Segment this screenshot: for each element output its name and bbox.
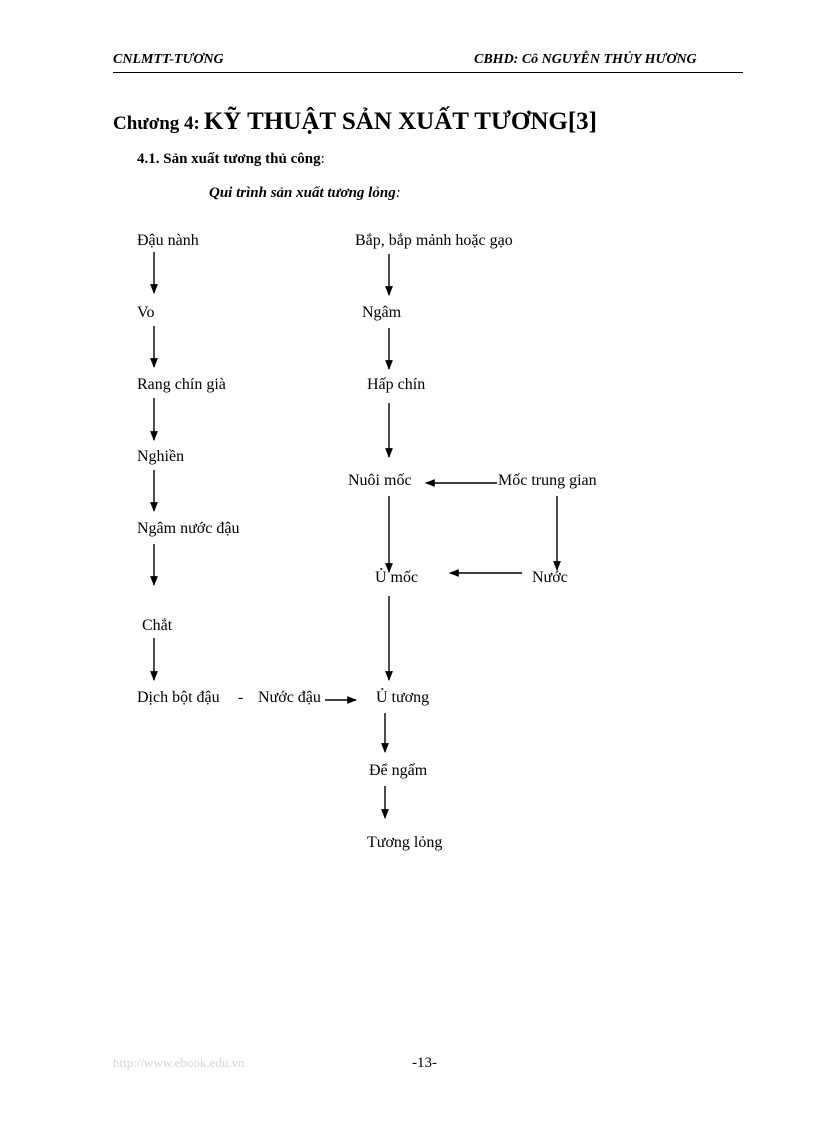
node-u-moc: Ủ mốc bbox=[375, 569, 419, 586]
page-number: -13- bbox=[412, 1055, 437, 1071]
node-nuoi-moc: Nuôi mốc bbox=[348, 472, 412, 489]
header-left: CNLMTT-TƯƠNG bbox=[113, 52, 224, 67]
footer-watermark: http://www.ebook.edu.vn bbox=[113, 1055, 245, 1070]
process-subheading-colon: : bbox=[395, 185, 401, 201]
node-output-separator: - bbox=[238, 689, 244, 706]
chapter-prefix: Chương 4: bbox=[113, 113, 200, 134]
node-vo: Vo bbox=[137, 304, 155, 321]
node-u-tuong: Ủ tương bbox=[376, 689, 430, 706]
section-heading-colon: : bbox=[320, 151, 325, 167]
chapter-title: KỸ THUẬT SẢN XUẤT TƯƠNG[3] bbox=[203, 108, 597, 135]
node-dau-nanh: Đậu nành bbox=[137, 232, 199, 249]
node-de-ngam: Để ngấm bbox=[369, 762, 428, 779]
header-right: CBHD: Cô NGUYỄN THỦY HƯƠNG bbox=[474, 52, 697, 67]
process-subheading-text: Qui trình sản xuất tương lỏng bbox=[209, 185, 396, 201]
node-bap-gao: Bắp, bắp mảnh hoặc gạo bbox=[355, 232, 513, 249]
node-dich-bot-dau: Dịch bột đậu bbox=[137, 689, 220, 706]
node-hap-chin: Hấp chín bbox=[367, 376, 426, 393]
section-heading-text: 4.1. Sản xuất tương thủ công bbox=[137, 151, 321, 167]
node-nghien: Nghiền bbox=[137, 448, 185, 465]
node-moc-trung-gian: Mốc trung gian bbox=[498, 472, 597, 489]
node-ngam-nuoc-dau: Ngâm nước đậu bbox=[137, 520, 240, 537]
node-ngam: Ngâm bbox=[362, 304, 402, 321]
node-tuong-long: Tương lỏng bbox=[367, 834, 443, 851]
node-rang-chin-gia: Rang chín già bbox=[137, 376, 226, 393]
node-nuoc-dau: Nước đậu bbox=[258, 689, 321, 706]
node-chat: Chắt bbox=[142, 617, 173, 634]
node-nuoc: Nước bbox=[532, 569, 568, 586]
